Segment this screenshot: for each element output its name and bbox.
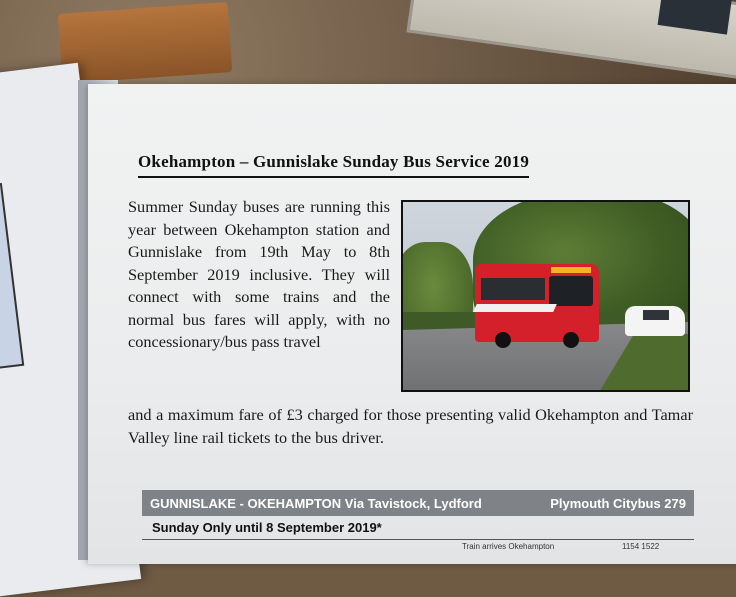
- bus-wheel: [563, 332, 579, 348]
- bus-stripe: [473, 304, 557, 312]
- timetable-subheading: Sunday Only until 8 September 2019*: [142, 516, 694, 540]
- article-intro: [128, 196, 390, 354]
- timetable-operator: Plymouth Citybus 279: [550, 495, 686, 511]
- timetable-row-times: 1154 1522: [622, 542, 660, 551]
- timetable-row-note: Train arrives Okehampton: [462, 542, 555, 551]
- article-intro-text: Summer Sunday buses are running this year between Okehampton station and Gunnislake from 19th May to 8th September 2019 inclusive. They will connect with some trains and the normal bus fares will apply, with no concessionary/bus pass travel: [128, 197, 390, 351]
- left-page-table-fragment: [0, 183, 24, 369]
- red-bus: [475, 264, 599, 342]
- bus-windscreen: [549, 276, 593, 306]
- timetable-route: GUNNISLAKE - OKEHAMPTON Via Tavistock, Lydford: [150, 495, 482, 511]
- article-heading: Okehampton – Gunnislake Sunday Bus Service 2019: [138, 152, 529, 178]
- bus-wheel: [495, 332, 511, 348]
- white-car: [625, 306, 685, 336]
- bus-destination-display: [551, 267, 591, 273]
- wooden-shelf: [58, 2, 232, 84]
- timetable-header: [142, 490, 694, 516]
- bus-side-windows: [481, 278, 545, 300]
- car-window: [643, 310, 669, 320]
- article-tail: and a maximum fare of £3 charged for those presenting valid Okehampton and Tamar Valley line rail tickets to the bus driver.: [128, 405, 693, 447]
- bus-photo: [401, 200, 690, 392]
- timetable-row: [142, 541, 694, 555]
